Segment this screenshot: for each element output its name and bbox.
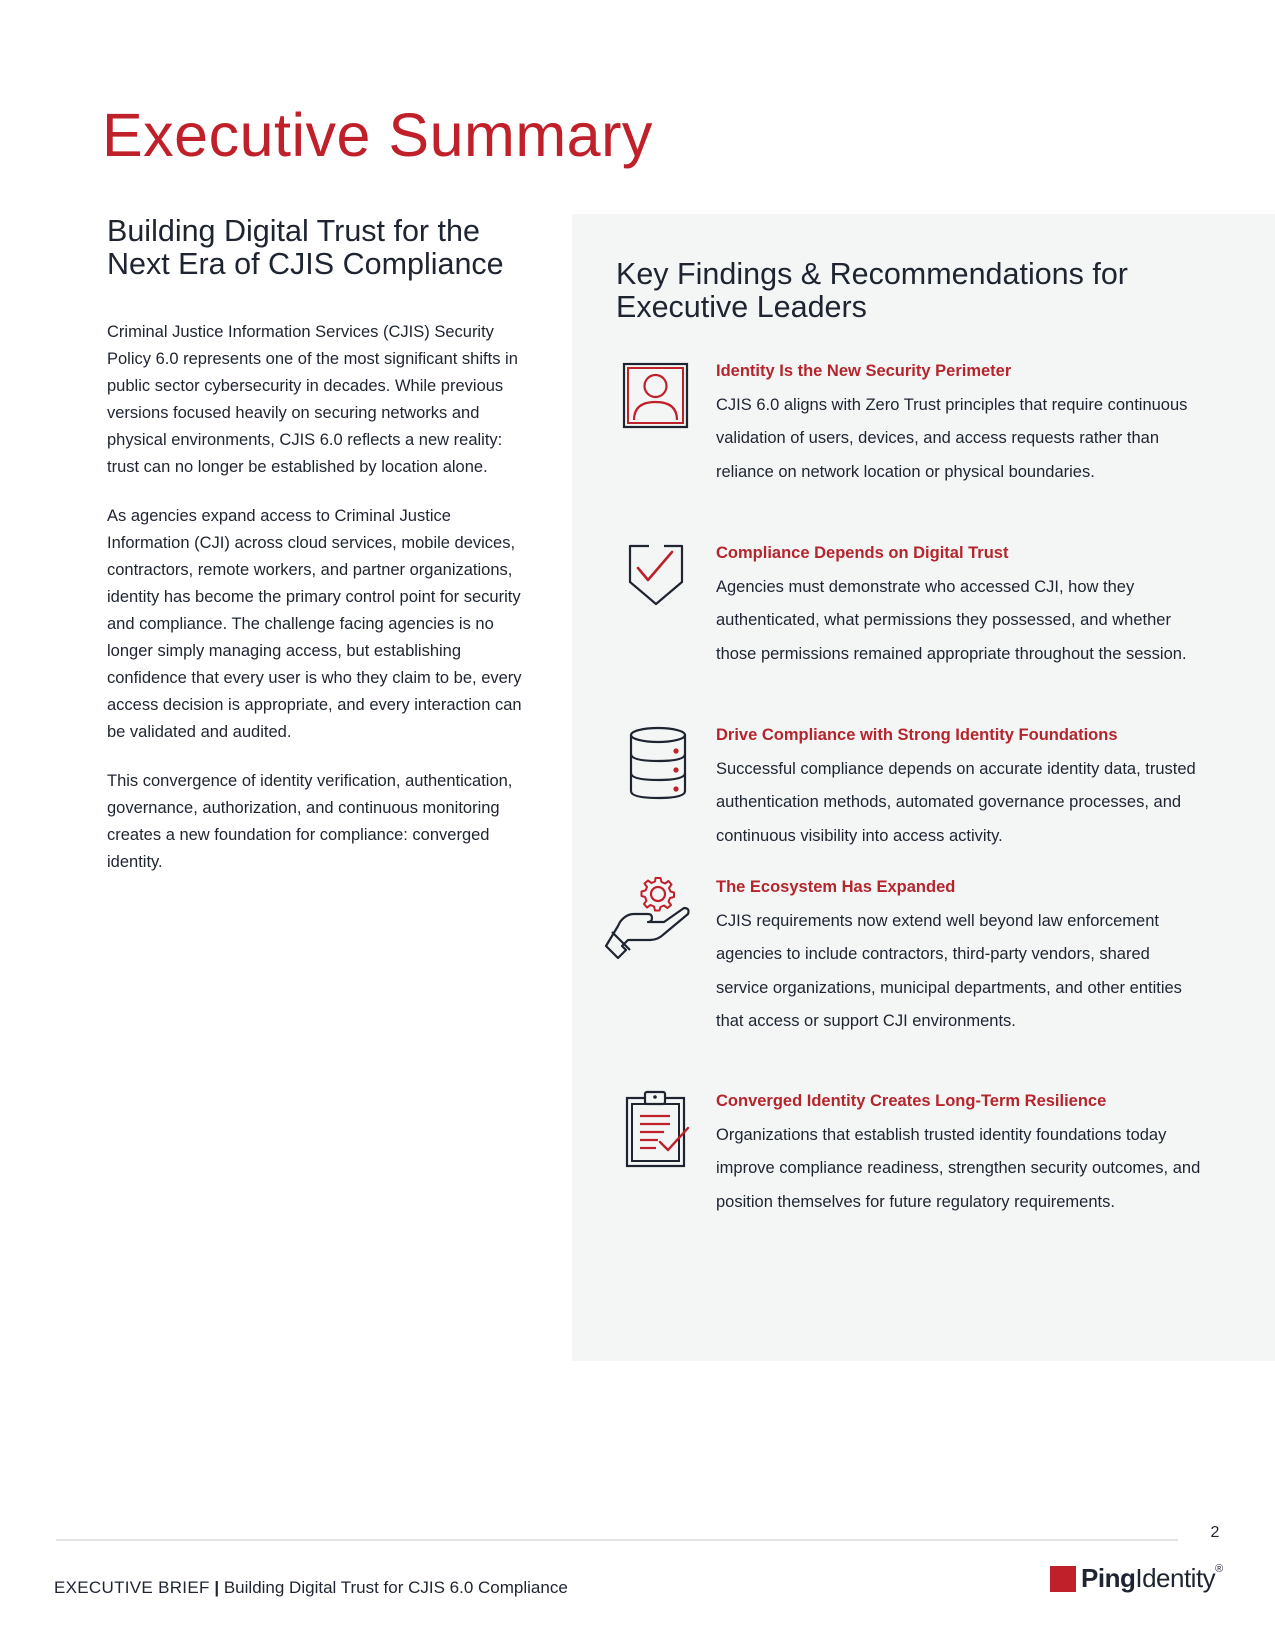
finding-title: Compliance Depends on Digital Trust [716, 544, 1009, 562]
finding-body: CJIS 6.0 aligns with Zero Trust principles that require continuous validation of users, devices, and access requests rather than reliance on network location or physical boundaries. [716, 396, 1188, 481]
finding-body: CJIS requirements now extend well beyond law enforcement agencies to include contractors, third-party vendors, shared service organizations, municipal departments, and other entities that access or support CJI environments. [716, 912, 1182, 1030]
logo-wordmark: PingIdentity® [1081, 1563, 1223, 1593]
finding-title: Converged Identity Creates Long-Term Resilience [716, 1092, 1107, 1110]
logo-square-mark [1050, 1566, 1076, 1592]
clipboard-check-icon [612, 1090, 692, 1170]
finding-body: Agencies must demonstrate who accessed CJI, how they authenticated, what permissions they possessed, and whether those permissions remained appropriate throughout the session. [716, 578, 1187, 663]
footer-divider [56, 1539, 1178, 1541]
finding-title: Identity Is the New Security Perimeter [716, 362, 1012, 380]
hand-gear-icon [602, 876, 692, 966]
finding-title: The Ecosystem Has Expanded [716, 878, 956, 896]
database-icon [612, 724, 692, 804]
user-profile-icon [612, 360, 692, 440]
key-findings-heading: Key Findings & Recommendations for Executive Leaders [616, 257, 1128, 324]
page-number: 2 [1210, 1524, 1220, 1541]
intro-heading: Building Digital Trust for the Next Era of CJIS Compliance [107, 214, 504, 281]
page-title: Executive Summary [102, 101, 653, 169]
footer-label: EXECUTIVE BRIEF [54, 1578, 210, 1597]
finding-body: Successful compliance depends on accurate identity data, trusted authentication methods, automated governance processes, and continuous visibility into access activity. [716, 760, 1196, 845]
shield-check-icon [612, 542, 692, 622]
footer-subtitle: Building Digital Trust for CJIS 6.0 Compliance [223, 1578, 568, 1597]
finding-title: Drive Compliance with Strong Identity Foundations [716, 726, 1118, 744]
footer-caption [54, 1578, 568, 1598]
intro-column [107, 215, 532, 898]
key-findings-panel [572, 214, 1275, 1361]
intro-paragraph: Criminal Justice Information Services (CJIS) Security Policy 6.0 represents one of the most significant shifts in public sector cybersecurity in decades. While previous versions focused heavily on securing networks and physical environments, CJIS 6.0 reflects a new reality: trust can no longer be established by location alone. [107, 323, 518, 476]
intro-paragraph: As agencies expand access to Criminal Justice Information (CJI) across cloud services, mobile devices, contractors, remote workers, and partner organizations, identity has become the primary control point for security and compliance. The challenge facing agencies is no longer simply managing access, but establishing confidence that every user is who they claim to be, every access decision is appropriate, and every interaction can be validated and audited. [107, 507, 522, 741]
intro-paragraph: This convergence of identity verification, authentication, governance, authorization, and continuous monitoring creates a new foundation for compliance: converged identity. [107, 772, 513, 871]
footer-separator: | [209, 1578, 224, 1597]
finding-body: Organizations that establish trusted identity foundations today improve compliance readiness, strengthen security outcomes, and position themselves for future regulatory requirements. [716, 1126, 1201, 1211]
